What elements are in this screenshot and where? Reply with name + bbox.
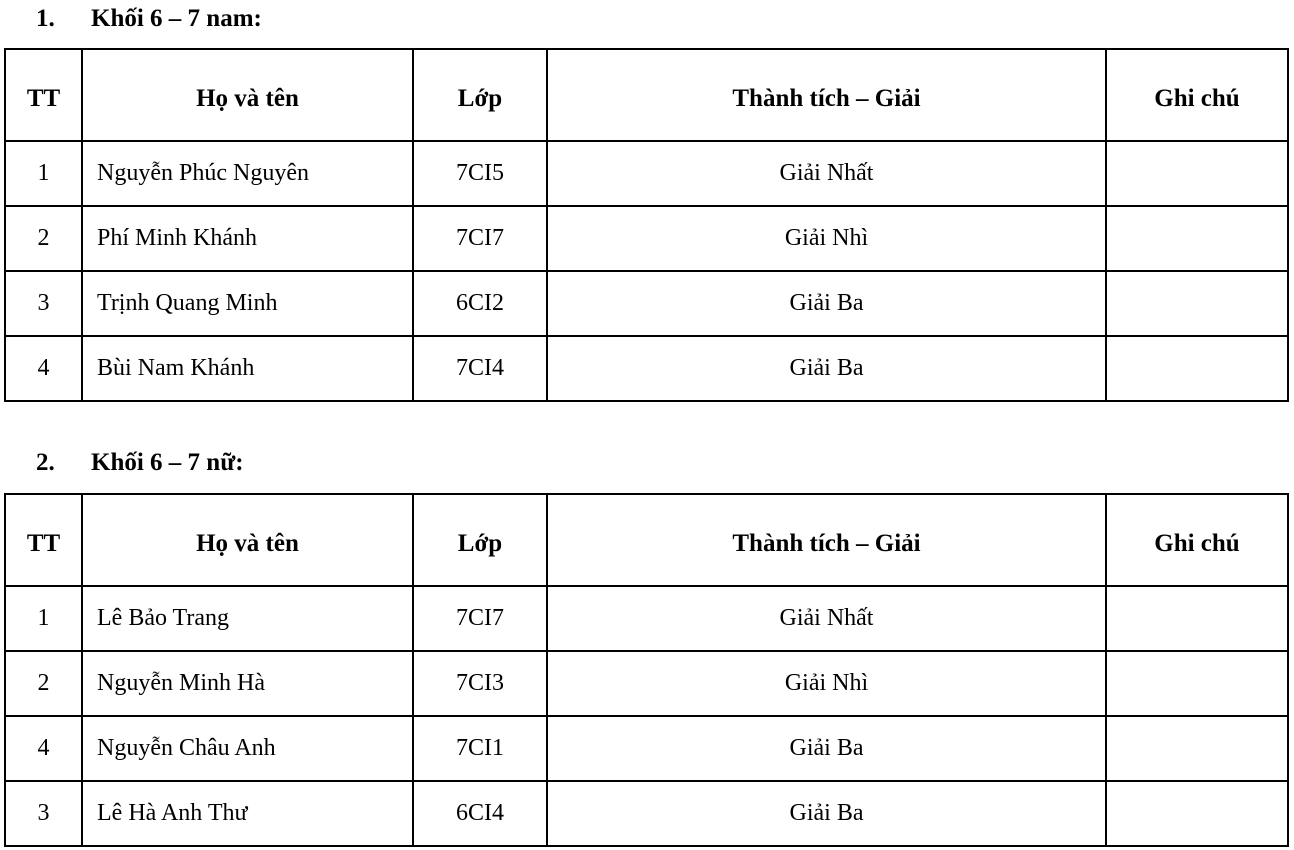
header-class: Lớp: [413, 494, 547, 586]
cell-name: Lê Hà Anh Thư: [82, 781, 413, 846]
header-note: Ghi chú: [1106, 494, 1288, 586]
cell-note: [1106, 206, 1288, 271]
cell-tt: 3: [5, 271, 82, 336]
section-number: 2.: [36, 449, 55, 476]
table-row: [5, 651, 1288, 716]
cell-tt: 2: [5, 206, 82, 271]
cell-tt: 4: [5, 716, 82, 781]
cell-class: 7CI3: [413, 651, 547, 716]
header-name: Họ và tên: [82, 494, 413, 586]
cell-name: Nguyễn Minh Hà: [82, 651, 413, 716]
header-class: Lớp: [413, 49, 547, 141]
award-table-girls: [4, 493, 1289, 847]
cell-award: Giải Ba: [547, 781, 1106, 846]
cell-award: Giải Nhì: [547, 206, 1106, 271]
cell-note: [1106, 271, 1288, 336]
cell-note: [1106, 336, 1288, 401]
table-row: [5, 781, 1288, 846]
section-heading: [36, 448, 244, 478]
cell-tt: 3: [5, 781, 82, 846]
header-note: Ghi chú: [1106, 49, 1288, 141]
cell-award: Giải Nhì: [547, 651, 1106, 716]
table-row: [5, 271, 1288, 336]
header-award: Thành tích – Giải: [547, 49, 1106, 141]
cell-name: Lê Bảo Trang: [82, 586, 413, 651]
cell-note: [1106, 781, 1288, 846]
cell-tt: 1: [5, 586, 82, 651]
cell-class: 7CI7: [413, 206, 547, 271]
cell-name: Bùi Nam Khánh: [82, 336, 413, 401]
table-header-row: [5, 494, 1288, 586]
cell-class: 7CI1: [413, 716, 547, 781]
table-row: [5, 206, 1288, 271]
cell-note: [1106, 586, 1288, 651]
cell-note: [1106, 651, 1288, 716]
cell-name: Trịnh Quang Minh: [82, 271, 413, 336]
cell-class: 6CI4: [413, 781, 547, 846]
table-row: [5, 716, 1288, 781]
cell-award: Giải Ba: [547, 336, 1106, 401]
header-name: Họ và tên: [82, 49, 413, 141]
award-table-boys: [4, 48, 1289, 402]
cell-award: Giải Ba: [547, 716, 1106, 781]
cell-tt: 4: [5, 336, 82, 401]
section-heading: [36, 4, 262, 34]
cell-class: 6CI2: [413, 271, 547, 336]
header-tt: TT: [5, 494, 82, 586]
cell-name: Nguyễn Phúc Nguyên: [82, 141, 413, 206]
table-row: [5, 141, 1288, 206]
cell-class: 7CI4: [413, 336, 547, 401]
table-header-row: [5, 49, 1288, 141]
section-title: Khối 6 – 7 nữ:: [91, 449, 244, 476]
table-row: [5, 586, 1288, 651]
section-number: 1.: [36, 5, 55, 32]
cell-award: Giải Nhất: [547, 141, 1106, 206]
cell-name: Phí Minh Khánh: [82, 206, 413, 271]
cell-class: 7CI7: [413, 586, 547, 651]
cell-award: Giải Nhất: [547, 586, 1106, 651]
cell-note: [1106, 716, 1288, 781]
cell-tt: 2: [5, 651, 82, 716]
cell-tt: 1: [5, 141, 82, 206]
section-title: Khối 6 – 7 nam:: [91, 5, 262, 32]
table-row: [5, 336, 1288, 401]
header-tt: TT: [5, 49, 82, 141]
cell-note: [1106, 141, 1288, 206]
cell-name: Nguyễn Châu Anh: [82, 716, 413, 781]
header-award: Thành tích – Giải: [547, 494, 1106, 586]
cell-class: 7CI5: [413, 141, 547, 206]
cell-award: Giải Ba: [547, 271, 1106, 336]
